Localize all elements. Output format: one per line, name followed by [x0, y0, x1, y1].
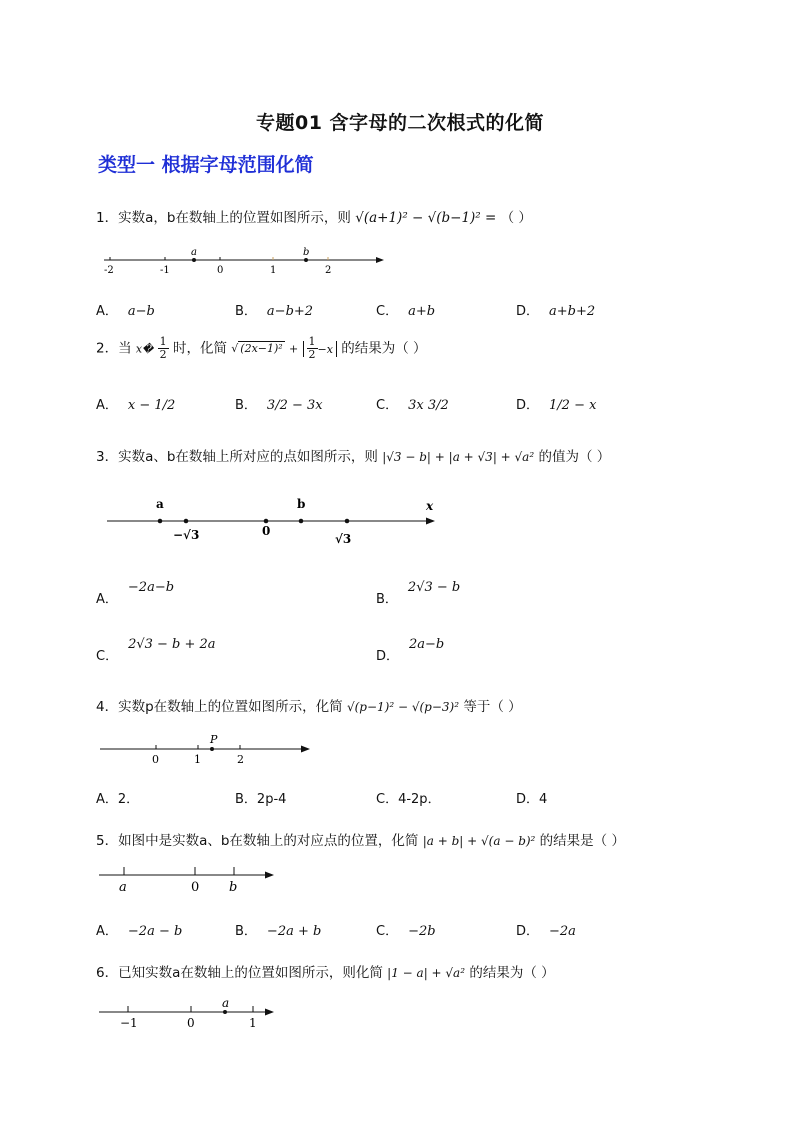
q2-option-c[interactable]: C． 3x 3/2 — [376, 398, 449, 413]
question-1 — [96, 206, 532, 226]
q1-expression: √(a+1)² − √(b−1)² = — [355, 210, 497, 226]
q2-suffix: 的结果为（ ） — [341, 340, 427, 357]
q6-suffix: 的结果为（ ） — [469, 965, 555, 981]
q3-axis-label: x — [426, 499, 434, 513]
q3-option-a[interactable]: A．−2a−b — [96, 580, 175, 607]
q2-prefix: 2．当 — [96, 340, 132, 357]
q4-option-b[interactable]: B．2p-4 — [235, 792, 287, 807]
q4-suffix: 等于（ ） — [463, 699, 522, 715]
q2-mid-text: 时，化简 — [172, 340, 227, 357]
q1-option-c[interactable]: C． a+b — [376, 304, 436, 319]
q6-tick-label: 0 — [187, 1016, 195, 1030]
question-3 — [96, 445, 610, 465]
q1-text: 1．实数a，b在数轴上的位置如图所示，则 — [96, 210, 351, 226]
q6-text: 6．已知实数a在数轴上的位置如图所示，则化简 — [96, 965, 383, 981]
q1-option-d[interactable]: D． a+b+2 — [516, 304, 596, 319]
q5-suffix: 的结果是（ ） — [539, 833, 625, 849]
q5-tick-label: 0 — [191, 880, 200, 895]
q1-point-label: b — [303, 247, 310, 258]
q3-expression: |√3 − b| + |a + √3| + √a² — [382, 450, 535, 464]
q2-option-d[interactable]: D． 1/2 − x — [516, 398, 597, 413]
question-5 — [96, 829, 625, 849]
q5-number-line — [97, 863, 287, 897]
q3-point-label: a — [156, 497, 164, 511]
q5-option-d[interactable]: D． −2a — [516, 924, 576, 939]
q4-number-line — [98, 733, 328, 769]
q4-option-d[interactable]: D．4 — [516, 792, 548, 807]
q4-text: 4．实数p在数轴上的位置如图所示，化简 — [96, 699, 343, 715]
q1-option-b[interactable]: B． a−b+2 — [235, 304, 314, 319]
q4-tick-label: 1 — [194, 753, 201, 766]
q5-expression: |a + b| + √(a − b)² — [422, 834, 536, 848]
q3-suffix: 的值为（ ） — [538, 449, 611, 465]
q4-expression: √(p−1)² − √(p−3)² — [346, 700, 460, 714]
q5-option-b[interactable]: B． −2a + b — [235, 924, 322, 939]
q4-option-a[interactable]: A．2． — [96, 792, 140, 807]
q2-absolute-value: $\frac{1}{2}$ −x — [303, 341, 337, 357]
q3-option-d[interactable]: D．2a−b — [376, 637, 445, 664]
q3-tick-label: √3 — [335, 532, 352, 546]
q2-plus: + — [289, 342, 299, 356]
q2-condition: x� — [135, 342, 154, 356]
q3-number-line — [105, 495, 445, 545]
q1-paren: （ ） — [500, 210, 532, 226]
q4-tick-label: 2 — [237, 753, 244, 766]
page-title: 专题01 含字母的二次根式的化简 — [255, 112, 545, 134]
q5-option-a[interactable]: A． −2a − b — [96, 924, 183, 939]
q4-point-label: P — [210, 733, 218, 746]
q3-tick-label: 0 — [262, 524, 271, 538]
q1-option-a[interactable]: A． a−b — [96, 304, 155, 319]
q3-option-c[interactable]: C．2√3 − b + 2a — [96, 637, 216, 664]
q4-tick-label: 0 — [152, 753, 159, 766]
q2-half-fraction: $\frac{1}{2}$ — [159, 335, 167, 361]
question-2: 2．当 x� $\frac{1}{2}$ 时，化简 √ (2x−1)² + $\frac{1}{2}$ −x 的结果为（ ） — [96, 335, 427, 361]
q3-point-label: b — [297, 497, 306, 511]
q5-point-label: a — [119, 880, 127, 895]
question-6 — [96, 961, 555, 981]
q1-tick-label: -1 — [160, 265, 170, 276]
question-4 — [96, 695, 522, 715]
q6-expression: |1 − a| + √a² — [387, 966, 466, 980]
q1-tick-label: 0 — [217, 265, 224, 276]
q6-number-line — [97, 996, 287, 1032]
section-heading: 类型一 根据字母范围化简 — [98, 154, 314, 176]
q3-text: 3．实数a、b在数轴上所对应的点如图所示，则 — [96, 449, 378, 465]
q5-point-label: b — [229, 880, 238, 895]
q4-option-c[interactable]: C．4-2p． — [376, 792, 441, 807]
q2-sqrt-expression: (2x−1)² — [240, 342, 283, 355]
q1-tick-label: 1 — [270, 265, 277, 276]
q2-option-b[interactable]: B． 3/2 − 3x — [235, 398, 323, 413]
q3-tick-label: −√3 — [173, 528, 200, 542]
q1-tick-label: 2 — [325, 265, 332, 276]
q2-option-a[interactable]: A． x − 1/2 — [96, 398, 176, 413]
q1-point-label: a — [191, 247, 197, 258]
q5-text: 5．如图中是实数a、b在数轴上的对应点的位置，化简 — [96, 833, 419, 849]
q1-number-line — [100, 245, 390, 280]
q6-point-label: a — [222, 996, 230, 1010]
q3-option-b[interactable]: B．2√3 − b — [376, 580, 461, 607]
q5-option-c[interactable]: C． −2b — [376, 924, 436, 939]
q6-tick-label: −1 — [120, 1016, 138, 1030]
q1-tick-label: -2 — [104, 265, 114, 276]
q6-tick-label: 1 — [249, 1016, 257, 1030]
